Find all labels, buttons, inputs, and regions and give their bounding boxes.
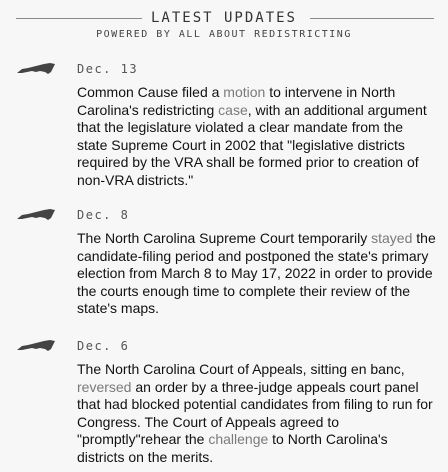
north-carolina-icon xyxy=(16,62,56,76)
inline-link[interactable]: reversed xyxy=(77,378,132,395)
latest-updates-header xyxy=(0,8,448,44)
update-date: Dec. 13 xyxy=(77,62,139,76)
north-carolina-icon xyxy=(16,339,56,353)
inline-link[interactable]: stayed xyxy=(371,230,413,246)
update-date: Dec. 8 xyxy=(77,208,130,222)
text-run: The North Carolina Court of Appeals, sitting en banc, xyxy=(77,361,405,377)
text-run: the candidate-filing period and postponed the state's primary election from March 8 to May 17, 2022 in order to provide the courts enough time to complete their review of the state's maps. xyxy=(77,230,436,316)
text-run: to North Carolina's districts on the merits. xyxy=(77,431,388,465)
update-text xyxy=(77,84,437,189)
north-carolina-icon xyxy=(16,208,56,222)
inline-link[interactable]: case xyxy=(218,101,248,118)
update-text xyxy=(77,230,437,318)
inline-link[interactable]: challenge xyxy=(208,431,269,447)
text-run: to intervene in North Carolina's redistricting xyxy=(77,84,396,118)
text-run: an order by a three-judge appeals court panel that had blocked potential candidates from filing to run for Congress. The Court of Appeals agreed to "promptly"rehear the xyxy=(77,378,433,447)
update-date: Dec. 6 xyxy=(77,339,130,353)
update-text xyxy=(77,361,437,466)
text-run: Common Cause filed a xyxy=(77,84,224,100)
header-title: LATEST UPDATES xyxy=(150,10,297,26)
text-run: The North Carolina Supreme Court temporarily xyxy=(77,230,372,246)
inline-link[interactable]: motion xyxy=(223,84,266,100)
text-run: , with an additional argument that the legislature violated a clear mandate from the state Supreme Court in 2002 that "legislative districts required by the VRA shall be formed prior to creation of non-VRA districts." xyxy=(77,101,427,188)
header-subtitle: POWERED BY ALL ABOUT REDISTRICTING xyxy=(96,29,352,40)
